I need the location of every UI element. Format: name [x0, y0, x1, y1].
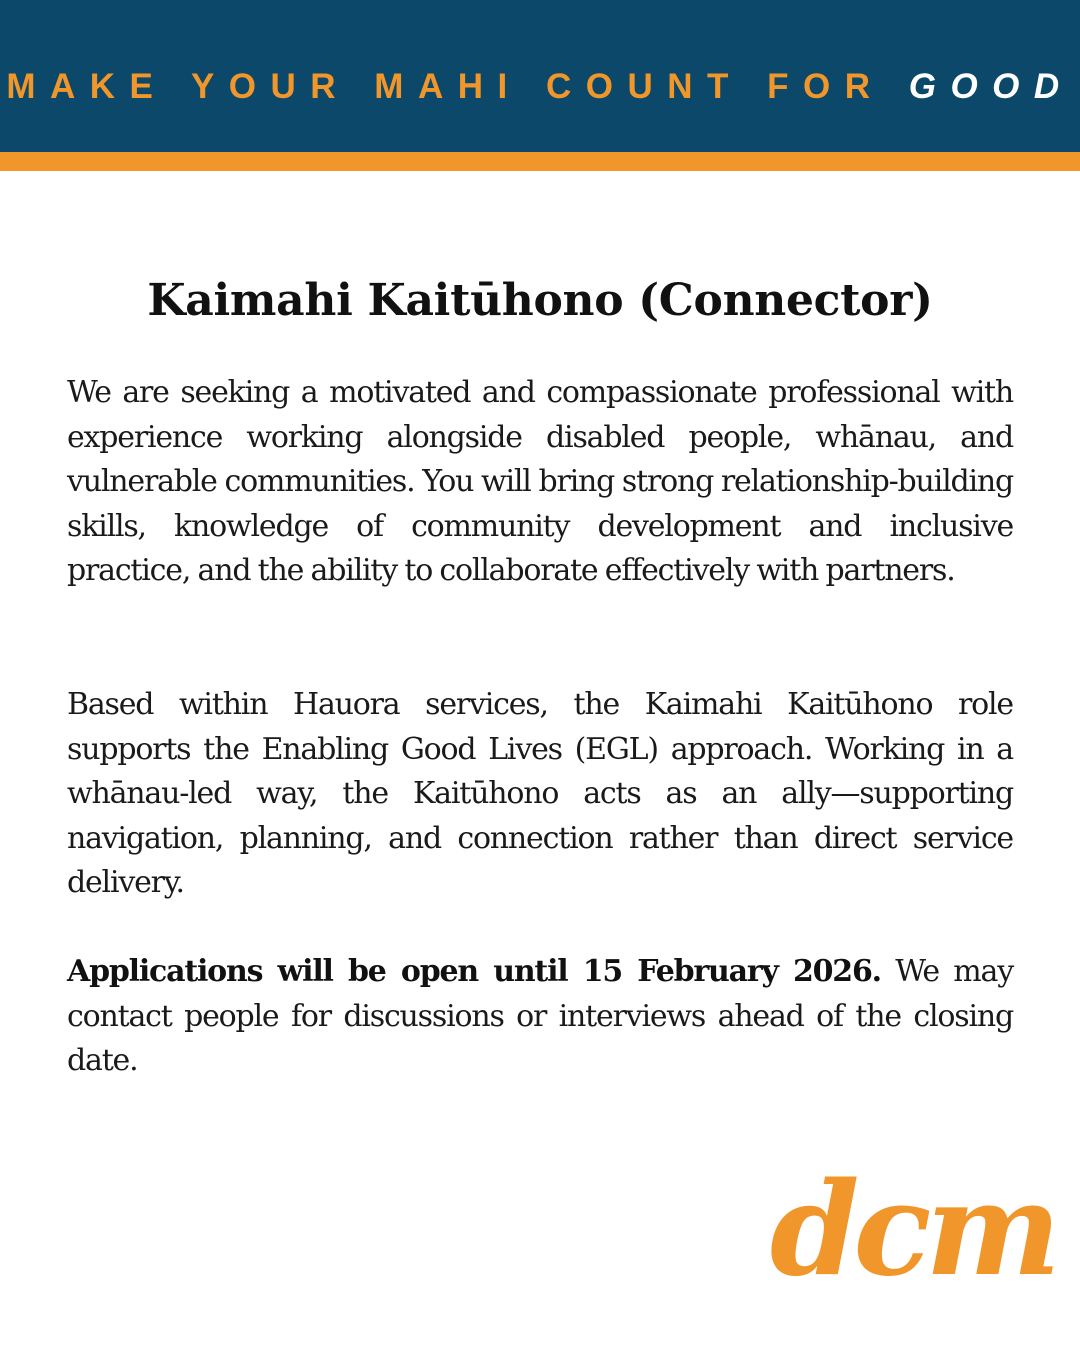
dcm-logo: dcm [770, 1155, 1055, 1305]
tagline-emphasis: GOOD [908, 67, 1074, 106]
application-info-paragraph [67, 950, 1013, 1084]
header-tagline [0, 66, 1080, 108]
description-paragraph-2: Based within Hauora services, the Kaimahi Kaitūhono role supports the Enabling Good Lives (EGL) approach. Working in a whānau-led way, the Kaitūhono acts as an ally—supporting navigation, planning, and connection rather than direct service delivery. [67, 687, 1013, 901]
application-note: We may contact people for discussions or interviews ahead of the closing date. [67, 954, 1013, 1079]
description-paragraph-1: We are seeking a motivated and compassionate professional with experience working alongside disabled people, whānau, and vulnerable communities. You will bring strong relationship-building skills, knowledge of community development and inclusive practice, and the ability to collaborate effectively with partners. [67, 375, 1013, 589]
application-deadline: Applications will be open until 15 February 2026. [67, 954, 881, 989]
tagline-text: MAKE YOUR MAHI COUNT FOR [6, 67, 885, 106]
job-title: Kaimahi Kaitūhono (Connector) [147, 275, 933, 326]
header-accent-stripe [0, 152, 1080, 171]
